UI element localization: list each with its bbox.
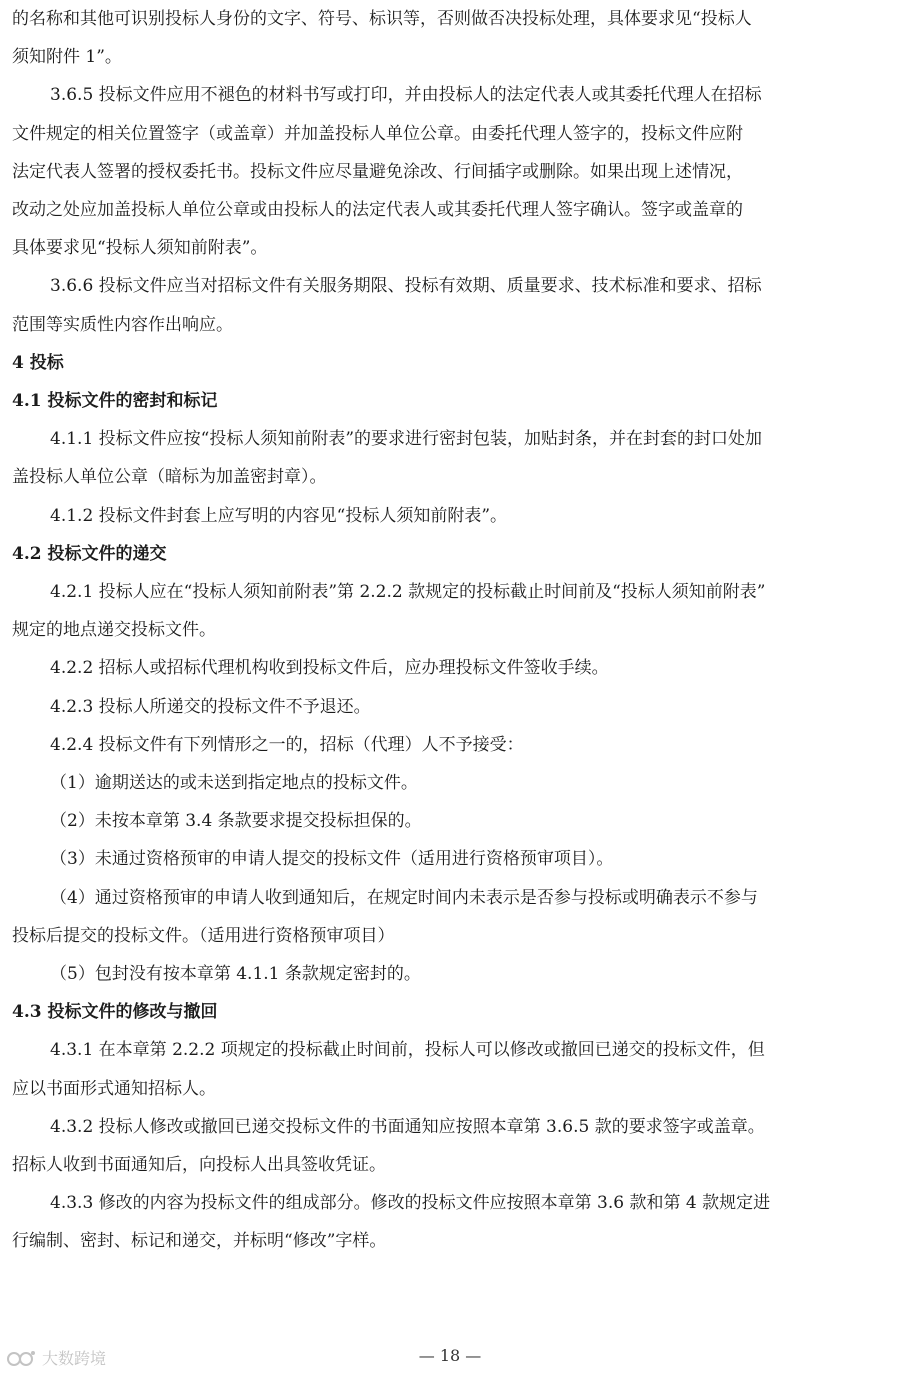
text-line: 招标人收到书面通知后，向投标人出具签收凭证。 [12, 1155, 386, 1175]
section-heading: 4.3 投标文件的修改与撤回 [12, 1002, 218, 1023]
text-line: 4.2.4 投标文件有下列情形之一的，招标（代理）人不予接受： [50, 734, 524, 755]
text-line: （4）通过资格预审的申请人收到通知后，在规定时间内未表示是否参与投标或明确表示不参与 [50, 887, 758, 908]
text-line: （1）逾期送达的或未送到指定地点的投标文件。 [50, 773, 418, 793]
text-line: （2）未按本章第 3.4 条款要求提交投标担保的。 [50, 811, 422, 832]
text-line: 盖投标人单位公章（暗标为加盖密封章）。 [12, 467, 327, 488]
section-heading: 4.2 投标文件的递交 [12, 543, 167, 564]
text-line: 法定代表人签署的授权委托书。投标文件应尽量避免涂改、行间插字或删除。如果出现上述情况， [12, 161, 743, 182]
text-line: 4.1.2 投标文件封套上应写明的内容见“投标人须知前附表”。 [50, 505, 508, 526]
text-line: 4.2.2 招标人或招标代理机构收到投标文件后，应办理投标文件签收手续。 [50, 658, 609, 679]
text-line: 的名称和其他可识别投标人身份的文字、符号、标识等，否则做否决投标处理，具体要求见“投标人 [12, 9, 752, 29]
text-line: 行编制、密封、标记和递交，并标明“修改”字样。 [12, 1231, 387, 1252]
text-line: 4.3.1 在本章第 2.2.2 项规定的投标截止时间前，投标人可以修改或撤回已递交的投标文件，但 [50, 1040, 765, 1061]
text-line: 3.6.5 投标文件应用不褪色的材料书写或打印，并由投标人的法定代表人或其委托代理人在招标 [50, 85, 762, 106]
text-line: 应以书面形式通知招标人。 [12, 1078, 216, 1099]
text-line: 4.2.1 投标人应在“投标人须知前附表”第 2.2.2 款规定的投标截止时间前及“投标人须知前附表” [50, 582, 766, 602]
text-line: 范围等实质性内容作出响应。 [12, 314, 233, 335]
text-line: 4.2.3 投标人所递交的投标文件不予退还。 [50, 696, 371, 717]
text-line: （3）未通过资格预审的申请人提交的投标文件（适用进行资格预审项目）。 [50, 849, 614, 870]
section-heading: 4.1 投标文件的密封和标记 [12, 391, 218, 411]
page-number: — 18 — [418, 1346, 482, 1365]
section-heading: 4 投标 [12, 352, 64, 373]
text-line: 4.3.3 修改的内容为投标文件的组成部分。修改的投标文件应按照本章第 3.6 款和第 4 款规定进 [50, 1193, 771, 1214]
text-line: 3.6.6 投标文件应当对招标文件有关服务期限、投标有效期、质量要求、技术标准和要求、招标 [50, 276, 762, 297]
text-line: 投标后提交的投标文件。（适用进行资格预审项目） [12, 925, 395, 946]
text-line: 文件规定的相关位置签字（或盖章）并加盖投标人单位公章。由委托代理人签字的，投标文件应附 [12, 123, 743, 144]
watermark-text: 大数跨境 [42, 1349, 107, 1368]
text-line: 具体要求见“投标人须知前附表”。 [12, 238, 268, 259]
text-line: 须知附件 1”。 [12, 47, 122, 68]
text-line: 4.1.1 投标文件应按“投标人须知前附表”的要求进行密封包装，加贴封条，并在封套的封口处加 [50, 429, 763, 450]
text-line: 规定的地点递交投标文件。 [12, 620, 216, 641]
text-line: 4.3.2 投标人修改或撤回已递交投标文件的书面通知应按照本章第 3.6.5 款的要求签字或盖章。 [50, 1116, 765, 1137]
text-line: 改动之处应加盖投标人单位公章或由投标人的法定代表人或其委托代理人签字确认。签字或盖章的 [12, 200, 743, 220]
text-line: （5）包封没有按本章第 4.1.1 条款规定密封的。 [50, 964, 421, 984]
